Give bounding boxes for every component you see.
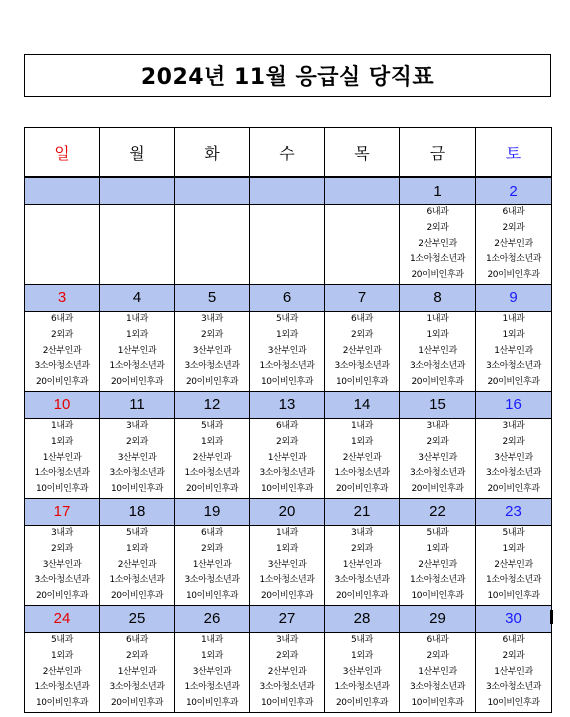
duty-line: 1외과	[426, 543, 449, 554]
date-cell: 14	[325, 391, 400, 418]
duty-line: 3산부인과	[42, 559, 82, 570]
duty-cell	[175, 632, 250, 712]
duty-line: 10이비인후과	[487, 698, 540, 709]
title-box	[24, 54, 551, 97]
duty-line: 1외과	[201, 436, 223, 447]
duty-line: 2외과	[502, 222, 525, 233]
weekday-sunday: 일	[25, 128, 100, 178]
date-cell: 12	[175, 391, 250, 418]
duty-line: 2외과	[426, 650, 449, 661]
duty-line: 1외과	[276, 329, 298, 340]
duty-line: 1내과	[426, 313, 449, 324]
duty-line: 3산부인과	[192, 666, 232, 677]
duty-line: 10이비인후과	[185, 591, 239, 602]
duty-line: 2산부인과	[42, 345, 82, 356]
duty-line: 2산부인과	[192, 452, 232, 463]
date-cell: 20	[250, 498, 325, 525]
duty-line: 2외과	[502, 436, 525, 447]
duty-line: 3내과	[126, 420, 148, 431]
duty-line: 3산부인과	[267, 559, 307, 570]
duty-line: 6내과	[51, 313, 73, 324]
date-cell: 7	[325, 284, 400, 311]
duty-line: 3소아청소년과	[34, 575, 90, 586]
duty-line: 2산부인과	[267, 666, 307, 677]
duty-line: 3산부인과	[342, 666, 382, 677]
duty-line: 1외과	[502, 329, 525, 340]
duty-line: 1소아청소년과	[259, 361, 315, 372]
duty-line: 1소아청소년과	[34, 682, 90, 693]
duty-line: 10이비인후과	[110, 484, 164, 495]
date-cell: 30	[476, 605, 552, 632]
date-cell: 5	[175, 284, 250, 311]
calendar-table	[24, 127, 552, 713]
duty-line: 20이비인후과	[185, 377, 239, 388]
duty-line: 3소아청소년과	[109, 468, 165, 479]
duty-cell	[25, 205, 100, 285]
duty-line: 1산부인과	[342, 559, 382, 570]
duty-row	[25, 205, 552, 285]
duty-line: 2산부인과	[342, 345, 382, 356]
duty-line: 1내과	[126, 313, 148, 324]
date-cell	[175, 177, 250, 205]
duty-line: 1외과	[201, 650, 223, 661]
date-cell: 25	[100, 605, 175, 632]
duty-line: 3내과	[351, 527, 373, 538]
date-cell: 18	[100, 498, 175, 525]
duty-line: 1산부인과	[494, 345, 533, 356]
duty-line: 6내과	[502, 634, 525, 645]
duty-line: 1외과	[276, 543, 298, 554]
duty-line: 1소아청소년과	[184, 468, 240, 479]
date-cell: 2	[476, 177, 552, 205]
duty-line: 20이비인후과	[35, 591, 89, 602]
duty-line: 6내과	[502, 207, 525, 217]
duty-line: 3산부인과	[418, 452, 457, 463]
duty-cell	[476, 311, 552, 391]
date-cell: 9	[476, 284, 552, 311]
date-cell: 24	[25, 605, 100, 632]
duty-line: 3소아청소년과	[184, 361, 240, 372]
duty-line: 2산부인과	[418, 238, 457, 249]
duty-line: 5내과	[276, 313, 298, 324]
weekday-wednesday: 수	[250, 128, 325, 178]
weekday-friday: 금	[400, 128, 476, 178]
duty-cell	[100, 632, 175, 712]
duty-line: 1산부인과	[192, 559, 232, 570]
duty-line: 20이비인후과	[335, 591, 389, 602]
duty-cell	[400, 632, 476, 712]
duty-line: 2외과	[502, 650, 525, 661]
duty-line: 5내과	[126, 527, 148, 538]
duty-cell	[100, 205, 175, 285]
duty-row	[25, 632, 552, 712]
duty-line: 20이비인후과	[411, 270, 464, 281]
duty-line: 3내과	[426, 420, 449, 431]
duty-line: 10이비인후과	[35, 698, 89, 709]
duty-line: 1외과	[51, 436, 73, 447]
duty-line: 10이비인후과	[411, 591, 464, 602]
duty-line: 6내과	[201, 527, 223, 538]
duty-line: 2산부인과	[117, 559, 157, 570]
duty-cell	[250, 205, 325, 285]
date-cell: 27	[250, 605, 325, 632]
date-cell: 22	[400, 498, 476, 525]
duty-cell	[400, 418, 476, 498]
duty-line: 1산부인과	[267, 452, 307, 463]
duty-cell	[400, 525, 476, 605]
duty-line: 20이비인후과	[411, 484, 464, 495]
duty-line: 3소아청소년과	[259, 682, 315, 693]
duty-line: 10이비인후과	[487, 591, 540, 602]
duty-line: 2외과	[276, 436, 298, 447]
duty-line: 3소아청소년과	[34, 361, 90, 372]
duty-line: 1소아청소년과	[259, 575, 315, 586]
duty-line: 6내과	[426, 634, 449, 645]
duty-cell	[100, 525, 175, 605]
duty-line: 2외과	[351, 329, 373, 340]
duty-line: 2외과	[126, 436, 148, 447]
calendar-body	[25, 177, 552, 712]
duty-row	[25, 311, 552, 391]
date-cell	[250, 177, 325, 205]
duty-line: 3소아청소년과	[259, 468, 315, 479]
duty-cell	[400, 205, 476, 285]
duty-line: 20이비인후과	[335, 484, 389, 495]
weekday-saturday: 토	[476, 128, 552, 178]
duty-line: 3내과	[201, 313, 223, 324]
duty-line: 20이비인후과	[487, 377, 540, 388]
duty-cell	[325, 632, 400, 712]
duty-line: 10이비인후과	[35, 484, 89, 495]
duty-line: 1내과	[502, 313, 525, 324]
duty-line: 1소아청소년과	[485, 575, 542, 586]
duty-line: 1내과	[51, 420, 73, 431]
duty-line: 1산부인과	[42, 452, 82, 463]
date-cell: 21	[325, 498, 400, 525]
duty-line: 20이비인후과	[487, 484, 540, 495]
duty-cell	[476, 205, 552, 285]
date-cell: 10	[25, 391, 100, 418]
duty-cell	[25, 632, 100, 712]
date-cell: 16	[476, 391, 552, 418]
duty-line: 3내과	[276, 634, 298, 645]
date-row	[25, 391, 552, 418]
weekday-header-row	[25, 128, 552, 178]
duty-line: 2외과	[426, 436, 449, 447]
duty-cell	[400, 311, 476, 391]
duty-line: 6내과	[126, 634, 148, 645]
duty-line: 2외과	[51, 329, 73, 340]
duty-cell	[100, 311, 175, 391]
duty-line: 2외과	[201, 329, 223, 340]
date-row	[25, 498, 552, 525]
duty-line: 5내과	[201, 420, 223, 431]
duty-line: 6내과	[426, 207, 449, 217]
duty-line: 3소아청소년과	[109, 682, 165, 693]
duty-line: 2외과	[426, 222, 449, 233]
duty-line: 10이비인후과	[411, 698, 464, 709]
weekday-monday: 월	[100, 128, 175, 178]
date-cell: 11	[100, 391, 175, 418]
duty-cell	[325, 418, 400, 498]
duty-line: 5내과	[351, 634, 373, 645]
duty-cell	[250, 525, 325, 605]
duty-cell	[175, 311, 250, 391]
duty-line: 10이비인후과	[260, 484, 314, 495]
duty-cell	[175, 525, 250, 605]
duty-line: 20이비인후과	[260, 591, 314, 602]
duty-line: 1산부인과	[117, 666, 157, 677]
duty-line: 2외과	[201, 543, 223, 554]
duty-line: 1내과	[276, 527, 298, 538]
duty-line: 2외과	[351, 543, 373, 554]
duty-cell	[25, 311, 100, 391]
date-cell	[325, 177, 400, 205]
date-cell	[100, 177, 175, 205]
duty-line: 5내과	[426, 527, 449, 538]
duty-line: 20이비인후과	[110, 377, 164, 388]
date-cell	[25, 177, 100, 205]
duty-line: 5내과	[51, 634, 73, 645]
duty-line: 1소아청소년과	[334, 682, 390, 693]
duty-line: 10이비인후과	[185, 698, 239, 709]
duty-line: 3소아청소년과	[409, 468, 466, 479]
duty-cell	[250, 418, 325, 498]
duty-line: 1산부인과	[418, 666, 457, 677]
date-cell: 15	[400, 391, 476, 418]
duty-line: 2산부인과	[418, 559, 457, 570]
duty-line: 1내과	[351, 420, 373, 431]
duty-cell	[476, 525, 552, 605]
duty-line: 20이비인후과	[110, 591, 164, 602]
duty-line: 20이비인후과	[110, 698, 164, 709]
duty-line: 2산부인과	[42, 666, 82, 677]
duty-line: 2산부인과	[494, 238, 533, 249]
duty-line: 3산부인과	[192, 345, 232, 356]
duty-line: 3소아청소년과	[485, 468, 542, 479]
duty-cell	[250, 632, 325, 712]
duty-line: 1소아청소년과	[409, 254, 466, 265]
duty-line: 2외과	[126, 650, 148, 661]
weekday-thursday: 목	[325, 128, 400, 178]
duty-line: 3소아청소년과	[485, 682, 542, 693]
duty-line: 1외과	[351, 650, 373, 661]
duty-cell	[25, 525, 100, 605]
date-cell: 19	[175, 498, 250, 525]
duty-line: 2외과	[276, 650, 298, 661]
date-cell: 6	[250, 284, 325, 311]
duty-line: 10이비인후과	[335, 377, 389, 388]
duty-line: 1산부인과	[494, 666, 533, 677]
duty-line: 1소아청소년과	[334, 468, 390, 479]
date-cell: 23	[476, 498, 552, 525]
duty-cell	[325, 205, 400, 285]
duty-line: 3내과	[51, 527, 73, 538]
duty-line: 3산부인과	[117, 452, 157, 463]
duty-line: 3내과	[502, 420, 525, 431]
duty-cell	[25, 418, 100, 498]
duty-line: 20이비인후과	[35, 377, 89, 388]
duty-cell	[325, 311, 400, 391]
duty-line: 1외과	[351, 436, 373, 447]
date-cell: 3	[25, 284, 100, 311]
duty-line: 1소아청소년과	[184, 682, 240, 693]
duty-cell	[476, 418, 552, 498]
duty-line: 2외과	[51, 543, 73, 554]
duty-line: 1내과	[201, 634, 223, 645]
duty-line: 1소아청소년과	[34, 468, 90, 479]
duty-cell	[175, 205, 250, 285]
duty-line: 20이비인후과	[335, 698, 389, 709]
duty-line: 1소아청소년과	[409, 575, 466, 586]
duty-cell	[250, 311, 325, 391]
duty-line: 1외과	[126, 329, 148, 340]
weekday-tuesday: 화	[175, 128, 250, 178]
duty-cell	[325, 525, 400, 605]
duty-line: 1산부인과	[418, 345, 457, 356]
duty-line: 1소아청소년과	[109, 361, 165, 372]
date-cell: 4	[100, 284, 175, 311]
duty-line: 20이비인후과	[185, 484, 239, 495]
duty-line: 10이비인후과	[260, 377, 314, 388]
date-cell: 13	[250, 391, 325, 418]
duty-line: 1소아청소년과	[485, 254, 542, 265]
duty-row	[25, 418, 552, 498]
duty-line: 1소아청소년과	[109, 575, 165, 586]
date-cell: 28	[325, 605, 400, 632]
duty-line: 3소아청소년과	[184, 575, 240, 586]
duty-line: 3산부인과	[267, 345, 307, 356]
duty-line: 10이비인후과	[260, 698, 314, 709]
duty-line: 3소아청소년과	[334, 361, 390, 372]
date-cell: 17	[25, 498, 100, 525]
page-title: 2024년 11월 응급실 당직표	[140, 65, 435, 90]
duty-line: 3소아청소년과	[409, 361, 466, 372]
duty-line: 2산부인과	[494, 559, 533, 570]
duty-line: 1산부인과	[117, 345, 157, 356]
date-cell: 26	[175, 605, 250, 632]
duty-line: 20이비인후과	[487, 270, 540, 281]
date-row	[25, 177, 552, 205]
duty-cell	[175, 418, 250, 498]
duty-line: 3소아청소년과	[409, 682, 466, 693]
duty-line: 6내과	[351, 313, 373, 324]
date-row	[25, 284, 552, 311]
duty-line: 1외과	[51, 650, 73, 661]
page-edge-marker	[550, 610, 553, 624]
duty-cell	[476, 632, 552, 712]
date-cell: 8	[400, 284, 476, 311]
duty-line: 3소아청소년과	[334, 575, 390, 586]
duty-line: 3소아청소년과	[485, 361, 542, 372]
duty-line: 1외과	[502, 543, 525, 554]
date-row	[25, 605, 552, 632]
duty-line: 20이비인후과	[411, 377, 464, 388]
duty-cell	[100, 418, 175, 498]
duty-line: 1외과	[426, 329, 449, 340]
duty-line: 5내과	[502, 527, 525, 538]
duty-line: 6내과	[276, 420, 298, 431]
duty-line: 1외과	[126, 543, 148, 554]
duty-line: 3산부인과	[494, 452, 533, 463]
date-cell: 29	[400, 605, 476, 632]
date-cell: 1	[400, 177, 476, 205]
duty-row	[25, 525, 552, 605]
duty-line: 2산부인과	[342, 452, 382, 463]
